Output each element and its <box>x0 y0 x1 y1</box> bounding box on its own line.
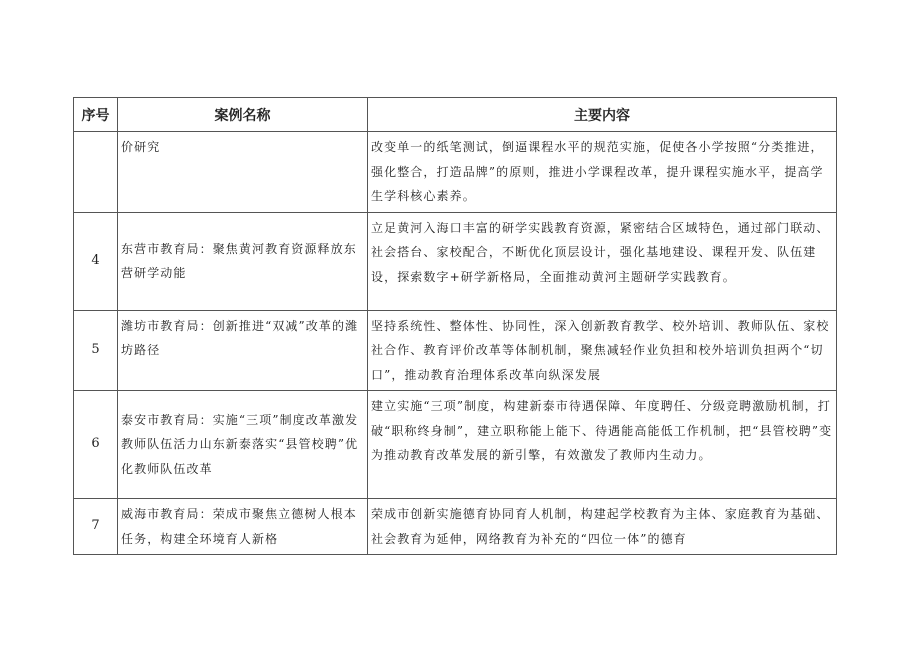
header-main-content: 主要内容 <box>368 98 837 132</box>
row-case-name: 东营市教育局：聚焦黄河教育资源释放东营研学动能 <box>118 212 368 310</box>
table-row <box>74 391 837 499</box>
row-index: 6 <box>74 391 118 499</box>
table-row <box>74 132 837 213</box>
row-content: 改变单一的纸笔测试，倒逼课程水平的规范实施，促使各小学按照“分类推进，强化整合，打造品牌”的原则，推进小学课程改革，提升课程实施水平，提高学生学科核心素养。 <box>368 132 837 213</box>
row-index: 7 <box>74 499 118 555</box>
row-case-name: 威海市教育局：荣成市聚焦立德树人根本任务，构建全环境育人新格 <box>118 499 368 555</box>
row-content: 建立实施“三项”制度，构建新泰市待遇保障、年度聘任、分级竞聘激励机制，打破“职称终身制”，建立职称能上能下、待遇能高能低工作机制，把“县管校聘”变为推动教育改革发展的新引擎，有效激发了教师内生动力。 <box>368 391 837 499</box>
case-table <box>73 97 837 555</box>
row-case-name: 价研究 <box>118 132 368 213</box>
row-case-name: 潍坊市教育局：创新推进“双减”改革的潍坊路径 <box>118 310 368 391</box>
header-index: 序号 <box>74 98 118 132</box>
table-row <box>74 310 837 391</box>
row-index <box>74 132 118 213</box>
table-row <box>74 499 837 555</box>
row-index: 5 <box>74 310 118 391</box>
row-index: 4 <box>74 212 118 310</box>
table-row <box>74 212 837 310</box>
table-header-row <box>74 98 837 132</box>
row-content: 立足黄河入海口丰富的研学实践教育资源，紧密结合区域特色，通过部门联动、社会搭台、家校配合，不断优化顶层设计，强化基地建设、课程开发、队伍建设，探索数字+研学新格局，全面推动黄河主题研学实践教育。 <box>368 212 837 310</box>
header-case-name: 案例名称 <box>118 98 368 132</box>
row-case-name: 泰安市教育局：实施“三项”制度改革激发教师队伍活力山东新泰落实“县管校聘”优化教师队伍改革 <box>118 391 368 499</box>
row-content: 荣成市创新实施德育协同育人机制，构建起学校教育为主体、家庭教育为基础、社会教育为延伸，网络教育为补充的“四位一体”的德育 <box>368 499 837 555</box>
row-content: 坚持系统性、整体性、协同性，深入创新教育教学、校外培训、教师队伍、家校社合作、教育评价改革等体制机制，聚焦减轻作业负担和校外培训负担两个“切口”，推动教育治理体系改革向纵深发展 <box>368 310 837 391</box>
